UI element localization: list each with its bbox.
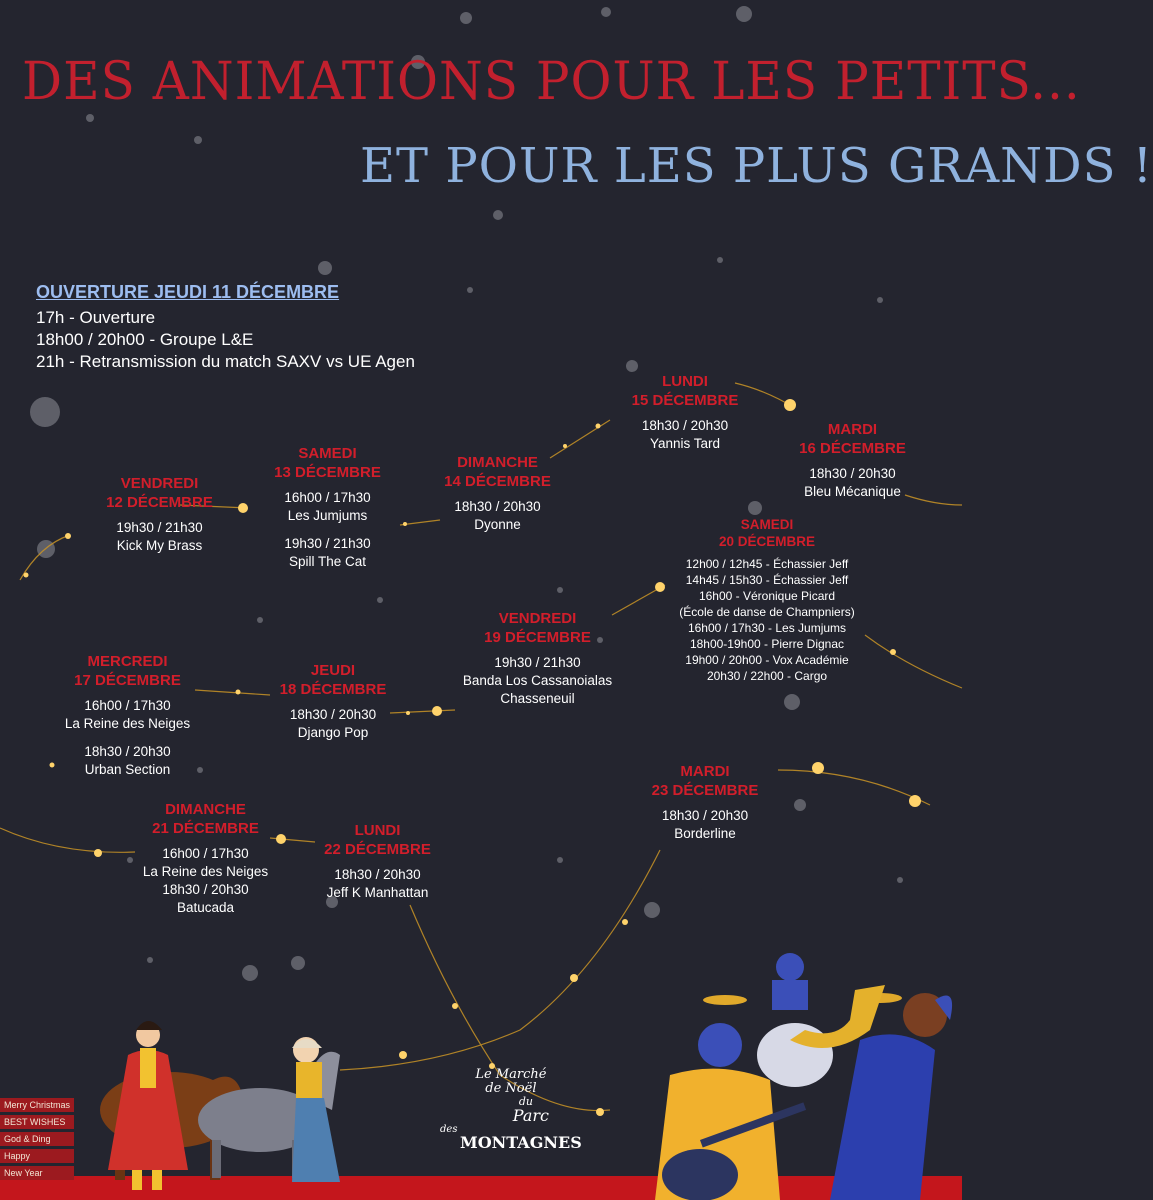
- event-day: SAMEDI: [740, 517, 794, 532]
- event-day: MERCREDI: [87, 653, 168, 670]
- event-date: 13 DÉCEMBRE: [274, 464, 381, 481]
- event-time: 16h00 / 17h30: [162, 846, 249, 861]
- event-artist: Spill The Cat: [288, 554, 367, 569]
- event-date: 17 DÉCEMBRE: [74, 672, 181, 689]
- event-date: 19 DÉCEMBRE: [484, 629, 591, 646]
- event-23-december: [630, 762, 780, 843]
- event-time: 18h30 / 20h30: [661, 808, 749, 823]
- logo-text: du: [518, 1095, 533, 1108]
- event-day: SAMEDI: [298, 445, 357, 462]
- event-14-december: [420, 453, 575, 534]
- event-18-december: [258, 661, 408, 742]
- event-day: LUNDI: [354, 822, 401, 839]
- event-date: 18 DÉCEMBRE: [279, 681, 387, 698]
- event-artist: Dyonne: [474, 517, 521, 532]
- event-artist: Chasseneuil: [500, 691, 575, 706]
- event-schedule-line: 20h30 / 22h00 - Cargo: [706, 669, 828, 683]
- event-time: 18h30 / 20h30: [84, 744, 171, 759]
- sign-board: New Year: [0, 1166, 74, 1180]
- event-time: 19h30 / 21h30: [116, 520, 203, 535]
- event-time: 16h00 / 17h30: [84, 698, 171, 713]
- logo-text: Parc: [512, 1106, 549, 1125]
- event-day: MARDI: [827, 421, 878, 438]
- event-19-december: [450, 609, 625, 708]
- event-day: DIMANCHE: [165, 801, 246, 818]
- event-time: 18h30 / 20h30: [454, 499, 541, 514]
- event-21-december: [128, 800, 283, 917]
- sign-board: Happy: [0, 1149, 74, 1163]
- event-schedule-line: 18h00-19h00 - Pierre Dignac: [689, 637, 845, 651]
- logo-text: Le Marché: [475, 1067, 547, 1082]
- stage-floor: [0, 1176, 962, 1200]
- event-artist: Urban Section: [84, 762, 171, 777]
- logo-text: de Noël: [485, 1081, 537, 1096]
- sign-board: BEST WISHES: [0, 1115, 74, 1129]
- event-artist: La Reine des Neiges: [64, 716, 191, 731]
- event-13-december: [250, 444, 405, 571]
- event-20-december: [672, 516, 862, 684]
- event-time: 18h30 / 20h30: [334, 867, 421, 882]
- event-artist: Django Pop: [297, 725, 369, 740]
- event-date: 23 DÉCEMBRE: [651, 782, 759, 799]
- opening-line: 17h - Ouverture: [36, 308, 156, 327]
- event-time: 18h30 / 20h30: [162, 882, 249, 897]
- event-day: VENDREDI: [120, 475, 199, 492]
- headline-line-2: ET POUR LES PLUS GRANDS !: [360, 138, 1153, 194]
- event-date: 16 DÉCEMBRE: [799, 440, 906, 457]
- event-date: 14 DÉCEMBRE: [444, 473, 551, 490]
- event-22-december: [305, 821, 450, 902]
- event-artist: Yannis Tard: [649, 436, 721, 451]
- event-artist: Les Jumjums: [287, 508, 368, 523]
- event-artist: Banda Los Cassanoialas: [462, 673, 613, 688]
- event-day: DIMANCHE: [457, 454, 538, 471]
- event-day: VENDREDI: [498, 610, 577, 627]
- event-day: JEUDI: [310, 662, 356, 679]
- event-date: 15 DÉCEMBRE: [631, 392, 739, 409]
- headline-line-1: DES ANIMATIONS POUR LES PETITS...: [22, 50, 1081, 112]
- event-time: 16h00 / 17h30: [284, 490, 371, 505]
- sign-board: God & Ding: [0, 1132, 74, 1146]
- event-date: 22 DÉCEMBRE: [324, 841, 431, 858]
- event-schedule-line: (École de danse de Champniers): [679, 605, 855, 619]
- event-time: 18h30 / 20h30: [641, 418, 729, 433]
- opening-block: [36, 281, 415, 373]
- opening-heading: OUVERTURE JEUDI 11 DÉCEMBRE: [36, 282, 340, 302]
- event-16-december: [785, 420, 920, 501]
- event-date: 21 DÉCEMBRE: [152, 820, 259, 837]
- event-time: 19h30 / 21h30: [284, 536, 371, 551]
- event-15-december: [610, 372, 760, 453]
- event-day: LUNDI: [662, 373, 708, 390]
- event-time: 18h30 / 20h30: [809, 466, 896, 481]
- event-schedule-line: 14h45 / 15h30 - Échassier Jeff: [685, 573, 849, 587]
- saxophonist-illustration: [790, 985, 952, 1200]
- event-artist: La Reine des Neiges: [142, 864, 269, 879]
- event-date: 20 DÉCEMBRE: [718, 534, 816, 549]
- event-12-december: [72, 474, 247, 555]
- christmas-signpost: [0, 1098, 74, 1183]
- event-artist: Bleu Mécanique: [804, 484, 901, 499]
- market-logo: [440, 1068, 582, 1151]
- event-schedule-line: 12h00 / 12h45 - Échassier Jeff: [685, 557, 849, 571]
- logo-text: MONTAGNES: [460, 1133, 582, 1152]
- event-date: 12 DÉCEMBRE: [106, 494, 213, 511]
- event-17-december: [50, 652, 205, 779]
- event-artist: Jeff K Manhattan: [326, 885, 429, 900]
- woman-illustration: [108, 1021, 188, 1190]
- event-artist: Batucada: [176, 900, 235, 915]
- event-time: 19h30 / 21h30: [494, 655, 581, 670]
- event-time: 18h30 / 20h30: [289, 707, 377, 722]
- event-artist: Borderline: [674, 826, 736, 841]
- logo-text: des: [440, 1124, 458, 1135]
- event-schedule-line: 16h00 - Véronique Picard: [698, 589, 836, 603]
- sign-board: Merry Christmas: [0, 1098, 74, 1112]
- opening-line: 21h - Retransmission du match SAXV vs UE Agen: [36, 352, 415, 371]
- event-schedule-line: 19h00 / 20h00 - Vox Académie: [685, 653, 849, 667]
- event-day: MARDI: [680, 763, 730, 780]
- event-schedule-line: 16h00 / 17h30 - Les Jumjums: [687, 621, 847, 635]
- event-artist: Kick My Brass: [116, 538, 203, 553]
- opening-line: 18h00 / 20h00 - Groupe L&E: [36, 330, 254, 349]
